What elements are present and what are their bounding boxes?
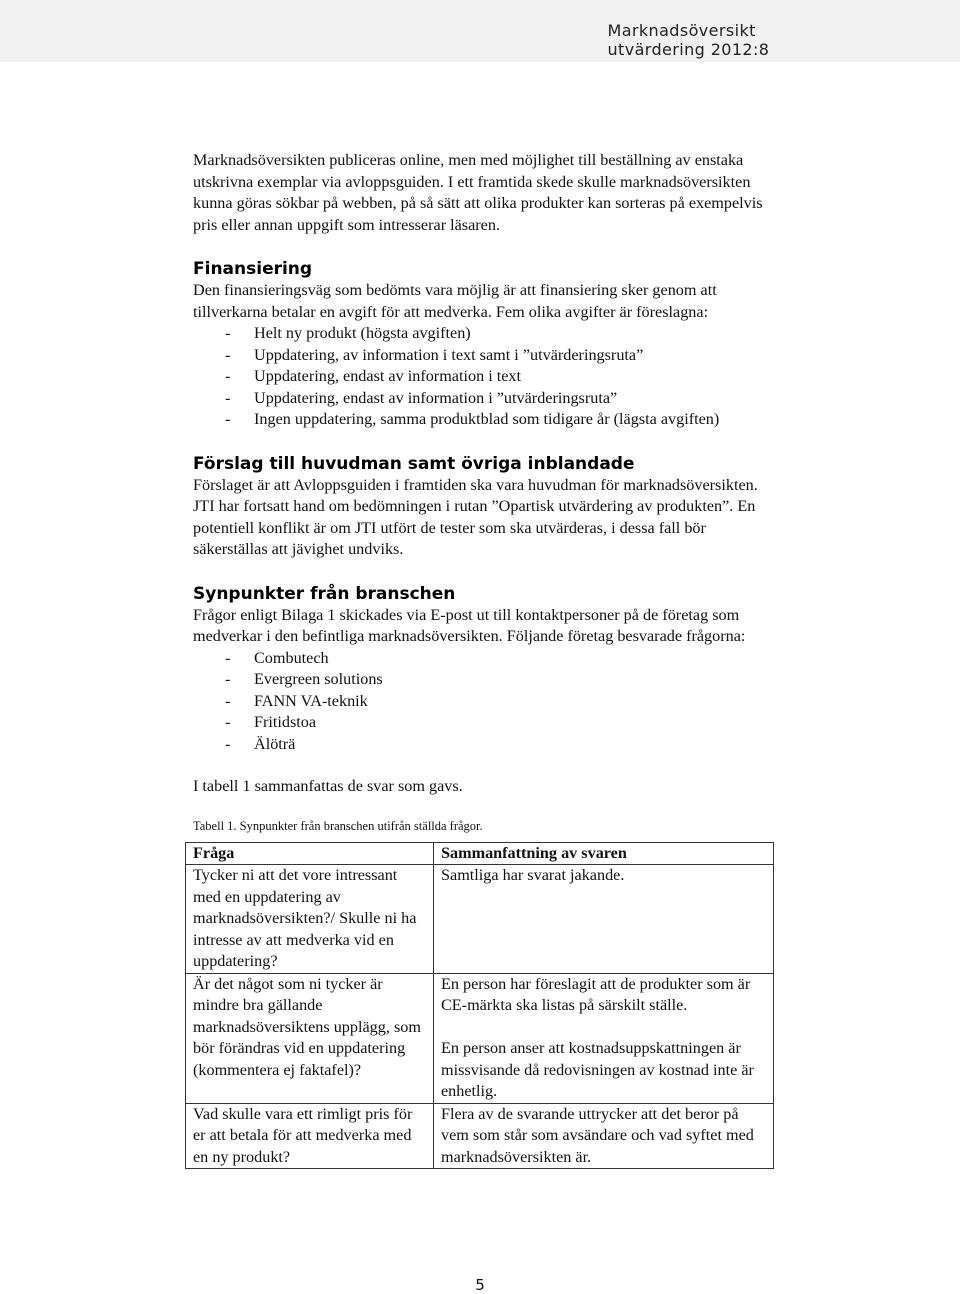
column-header-question: Fråga [186, 842, 434, 865]
answer-text: En person anser att kostnadsuppskattningen är missvisande då redovisningen av kostnad inte är enhetlig. [441, 1039, 754, 1100]
answer-text: En person har föreslagit att de produkter som är CE-märkta ska listas på särskilt ställe. [441, 974, 751, 1014]
fee-list [193, 323, 783, 431]
table-summary-text: I tabell 1 sammanfattas de svar som gavs. [193, 777, 463, 795]
financing-text: Den finansieringsväg som bedömts vara möjlig är att finansiering sker genom att tillverkarna betalar en avgift för att medverka. Fem olika avgifter är föreslagna: [193, 281, 717, 321]
page-number: 5 [475, 1276, 485, 1294]
table-header-row [186, 842, 774, 865]
list-item: - Uppdatering, endast av information i text [193, 366, 783, 388]
proposal-text: Förslaget är att Avloppsguiden i framtiden ska vara huvudman för marknadsöversikten. JTI har fortsatt hand om bedömningen i rutan ”Opartisk utvärdering av produkten”. En potentiell konflikt är om JTI utfört de tester som ska utvärderas, i dessa fall bör säkerställas att jävighet undviks. [193, 475, 758, 558]
table-row [186, 865, 774, 974]
intro-paragraph: Marknadsöversikten publiceras online, men med möjlighet till beställning av enstaka utskrivna exemplar via avloppsguiden. I ett framtida skede skulle marknadsöversikten kunna göras sökbar på webben, på så sätt att olika produkter kan sorteras på exempelvis pris eller annan uppgift som intresserar läsaren. [193, 151, 763, 234]
list-item: - Evergreen solutions [193, 669, 783, 691]
list-item: - Uppdatering, endast av information i ”utvärderingsruta” [193, 388, 783, 410]
industry-text: Frågor enligt Bilaga 1 skickades via E-post ut till kontaktpersoner på de företag som medverkar i den befintliga marknadsöversikten. Följande företag besvarade frågorna: [193, 605, 746, 645]
list-item: - Älöträ [193, 734, 783, 756]
page-header [0, 0, 960, 62]
question-cell: Vad skulle vara ett rimligt pris för er att betala för att medverka med en ny produkt? [186, 1103, 434, 1169]
answer-cell [434, 973, 774, 1103]
proposal-heading: Förslag till huvudman samt övriga inblandade [193, 453, 635, 474]
list-item: - Fritidstoa [193, 712, 783, 734]
list-item: - Uppdatering, av information i text samt i ”utvärderingsruta” [193, 345, 783, 367]
table-caption: Tabell 1. Synpunkter från branschen utifrån ställda frågor. [193, 818, 483, 833]
table-row [186, 973, 774, 1103]
list-item: - FANN VA-teknik [193, 691, 783, 713]
list-item: - Ingen uppdatering, samma produktblad som tidigare år (lägsta avgiften) [193, 409, 783, 431]
answer-cell: Samtliga har svarat jakande. [434, 865, 774, 974]
company-list [193, 648, 783, 756]
answer-cell: Flera av de svarande uttrycker att det beror på vem som står som avsändare och vad syftet med marknadsöversikten är. [434, 1103, 774, 1169]
question-cell: Är det något som ni tycker är mindre bra gällande marknadsöversiktens upplägg, som bör förändras vid en uppdatering (kommentera ej faktafel)? [186, 973, 434, 1103]
list-item: - Combutech [193, 648, 783, 670]
header-title: Marknadsöversikt utvärdering 2012:8 [607, 21, 770, 59]
financing-heading: Finansiering [193, 259, 313, 279]
question-cell: Tycker ni att det vore intressant med en uppdatering av marknadsöversikten?/ Skulle ni ha intresse av att medverka vid en uppdatering? [186, 865, 434, 974]
column-header-summary: Sammanfattning av svaren [434, 842, 774, 865]
survey-table [185, 842, 774, 1170]
industry-heading: Synpunkter från branschen [193, 583, 456, 604]
document-body [193, 150, 783, 1169]
table-row [186, 1103, 774, 1169]
list-item: - Helt ny produkt (högsta avgiften) [193, 323, 783, 345]
